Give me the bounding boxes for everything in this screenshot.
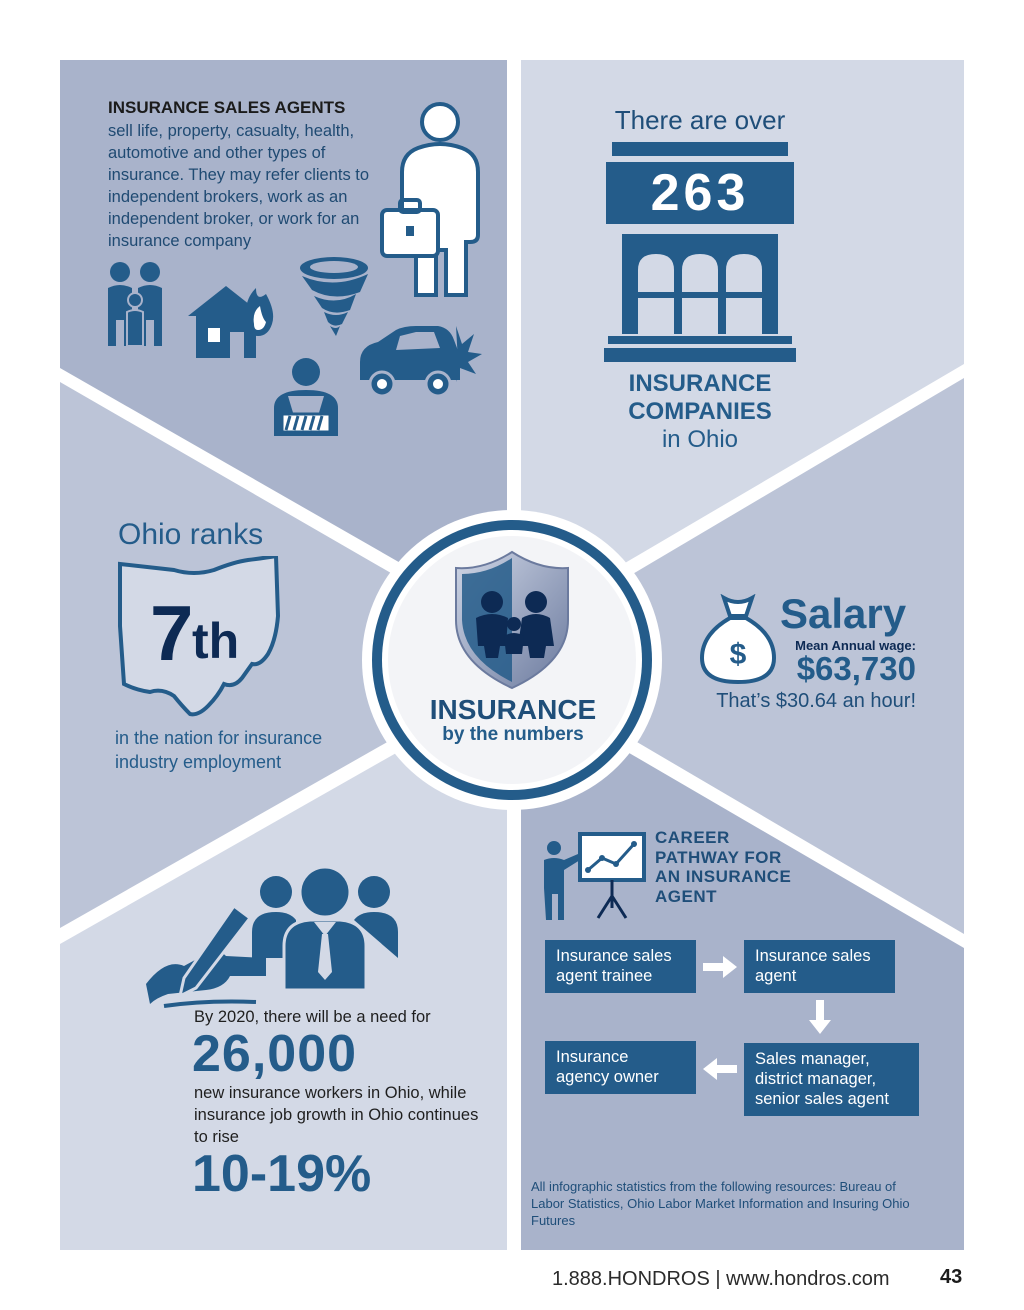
career-step-owner: Insurance agency owner <box>545 1041 696 1094</box>
agents-description: sell life, property, casualty, health, automotive and other types of insurance. They may refer clients to independent brokers, work as an independent broker, or work for an insurance company <box>108 122 370 250</box>
hourly-wage: That’s $30.64 an hour! <box>716 690 916 712</box>
workers-needed-number: 26,000 <box>192 1025 358 1083</box>
companies-count: 263 <box>606 162 794 224</box>
rank-intro: Ohio ranks <box>118 518 264 551</box>
page-number: 43 <box>940 1266 963 1288</box>
agents-title: INSURANCE SALES AGENTS <box>108 98 346 117</box>
career-title: CAREER PATHWAY FOR AN INSURANCE AGENT <box>655 828 792 906</box>
salary-title: Salary <box>780 590 907 637</box>
companies-intro: There are over <box>614 105 786 135</box>
rank-number: 7 <box>150 589 191 677</box>
dollar-sign-icon: $ <box>729 638 747 671</box>
center-subtitle: by the numbers <box>442 724 584 745</box>
family-icon <box>106 260 164 350</box>
car-crash-icon <box>356 322 484 400</box>
rank-caption: in the nation for insurance industry employment <box>115 728 323 772</box>
career-step-manager: Sales manager, district manager, senior sales agent <box>744 1043 919 1116</box>
house-fire-icon <box>186 272 280 360</box>
sources-note: All infographic statistics from the following resources: Bureau of Labor Statistics, Ohio Labor Market Information and Insuring Ohio Futures <box>531 1179 910 1228</box>
companies-label: INSURANCE COMPANIES <box>628 370 772 425</box>
team-icon <box>250 862 400 992</box>
need-text: By 2020, there will be a need for <box>194 1008 431 1026</box>
growth-range: 10-19% <box>192 1145 372 1203</box>
arrow-down-icon <box>809 1000 831 1034</box>
shield-family-icon <box>452 550 572 690</box>
center-title: INSURANCE <box>429 694 597 725</box>
injured-person-icon <box>270 356 342 436</box>
footer-contact: 1.888.HONDROS | www.hondros.com <box>552 1268 890 1290</box>
career-step-trainee: Insurance sales agent trainee <box>545 940 696 993</box>
arrow-left-icon <box>703 1058 737 1080</box>
rank-suffix: th <box>192 613 240 669</box>
companies-location: in Ohio <box>661 426 739 453</box>
presenter-chart-icon <box>540 828 650 924</box>
person-briefcase-icon <box>378 100 488 300</box>
career-step-agent: Insurance sales agent <box>744 940 895 993</box>
mean-annual-wage: $63,730 <box>796 650 916 687</box>
growth-text: new insurance workers in Ohio, while insurance job growth in Ohio continues to rise <box>194 1084 479 1146</box>
wage-label: Mean Annual wage: <box>795 638 916 653</box>
arrow-right-icon <box>703 956 737 978</box>
